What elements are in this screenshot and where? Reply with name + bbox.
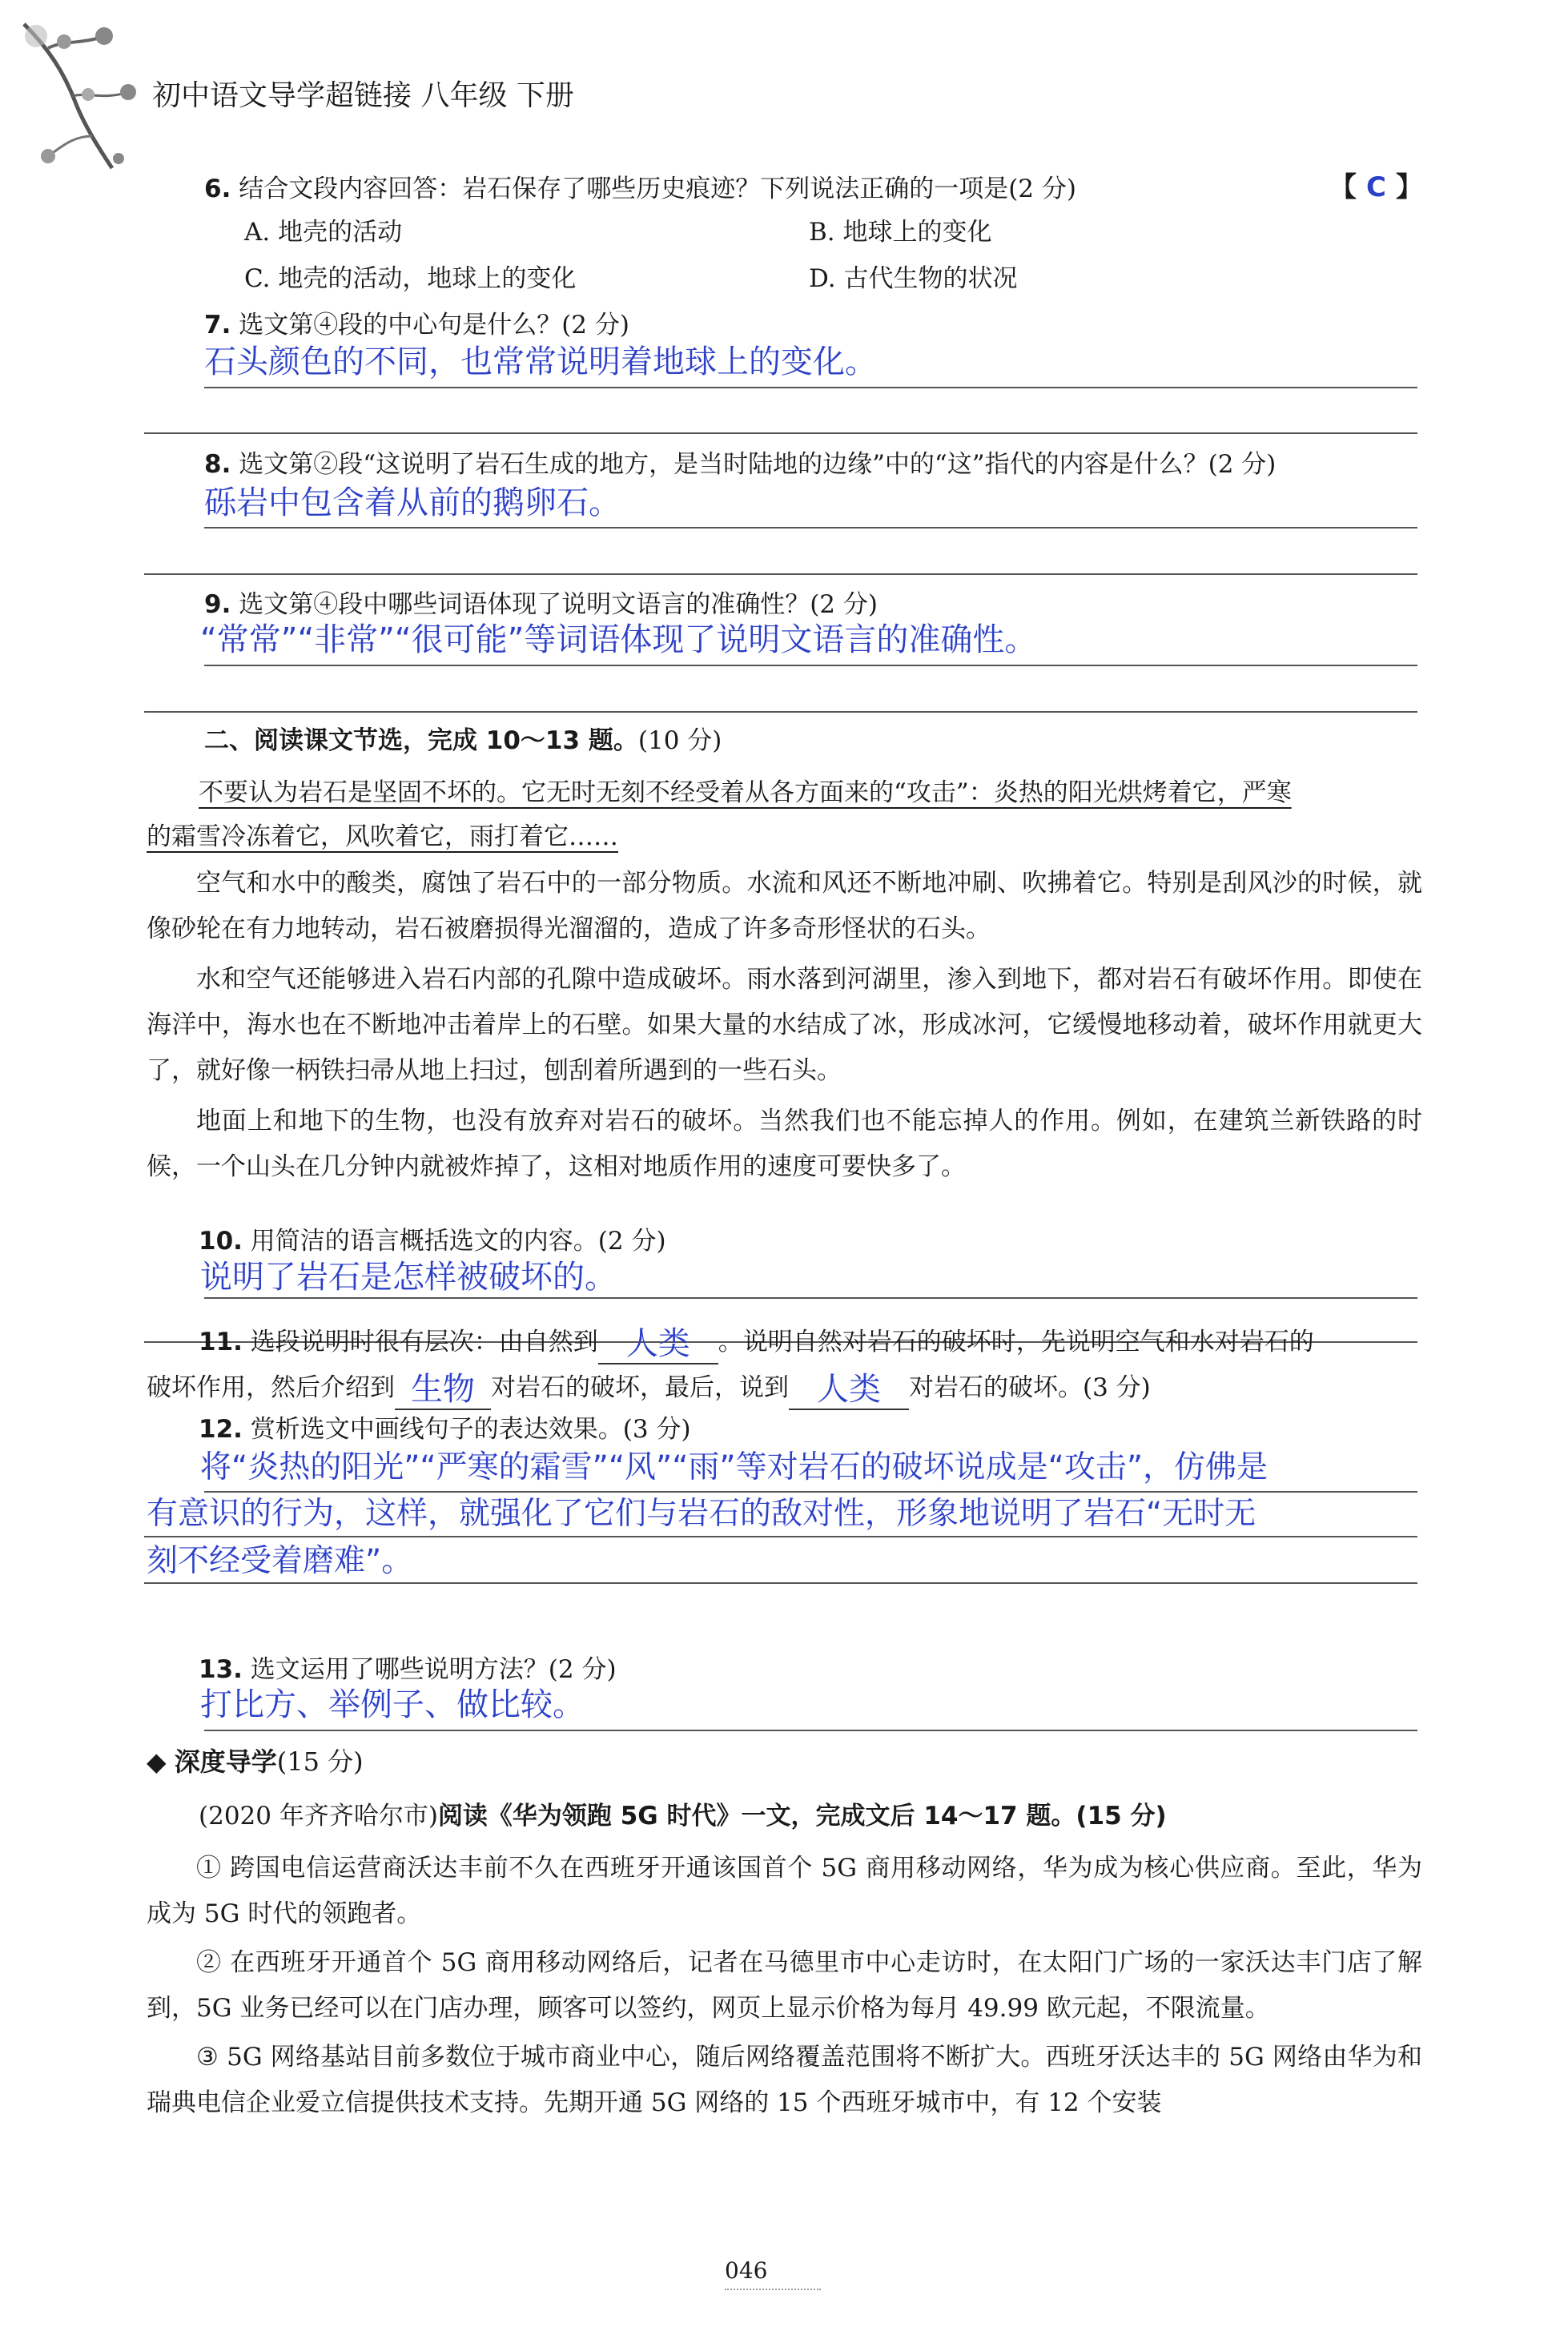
passage-paragraph: 地面上和地下的生物，也没有放弃对岩石的破坏。当然我们也不能忘掉人的作用。例如，在建筑兰新铁路的时候，一个山头在几分钟内就被炸掉了，这相对地质作用的速度可要快多了。 — [147, 1107, 1422, 1181]
question-text: 赏析选文中画线句子的表达效果。(3 分) — [250, 1415, 691, 1444]
question-number: 8. — [204, 450, 231, 479]
question-text: 选文第④段中哪些词语体现了说明文语言的准确性？(2 分) — [239, 590, 878, 619]
answer-line — [144, 1536, 1417, 1537]
question-13 — [199, 1654, 617, 1686]
article-paragraph: ① 跨国电信运营商沃达丰前不久在西班牙开通该国首个 5G 商用移动网络，华为成为核心供应商。至此，华为成为 5G 时代的领跑者。 — [147, 1854, 1422, 1928]
answer-line — [144, 432, 1417, 434]
bracket-close: 】 — [1395, 171, 1423, 203]
answer-12-line-2: 有意识的行为，这样，就强化了它们与岩石的敌对性，形象地说明了岩石“无时无 — [147, 1496, 1256, 1532]
article-paragraphs — [147, 1846, 1422, 2126]
question-text: 选文第④段的中心句是什么？(2 分) — [239, 311, 629, 340]
answer-12-line-3: 刻不经受着磨难”。 — [147, 1543, 413, 1579]
answer-7: 石头颜色的不同，也常常说明着地球上的变化。 — [204, 344, 877, 380]
answer-8: 砾岩中包含着从前的鹅卵石。 — [204, 484, 621, 521]
section-score: (15 分) — [276, 1746, 364, 1777]
page-number: 046 — [725, 2257, 768, 2284]
page-header-title: 初中语文导学超链接 八年级 下册 — [152, 79, 574, 112]
option-a: A. 地壳的活动 — [244, 218, 403, 247]
deep-guide-heading — [147, 1744, 364, 1779]
article-instruction: 阅读《华为领跑 5G 时代》一文，完成文后 14～17 题。(15 分) — [437, 1802, 1167, 1831]
section-title: 深度导学 — [174, 1746, 277, 1777]
blank-answer: 生物 — [411, 1371, 475, 1408]
question-9 — [204, 589, 878, 621]
answer-line — [204, 387, 1417, 388]
question-text: 选段说明时很有层次：由自然到 — [250, 1328, 598, 1356]
question-6 — [204, 173, 1076, 205]
choice-answer: C — [1366, 171, 1386, 203]
fill-blank-1[interactable] — [598, 1324, 718, 1364]
answer-line — [144, 573, 1417, 575]
question-text: 结合文段内容回答：岩石保存了哪些历史痕迹？下列说法正确的一项是(2 分) — [239, 175, 1076, 203]
section-title: 二、阅读课文节选，完成 10～13 题。 — [204, 726, 638, 755]
question-text: 对岩石的破坏。(3 分) — [909, 1373, 1151, 1402]
question-text: 选文第②段“这说明了岩石生成的地方，是当时陆地的边缘”中的“这”指代的内容是什么？(2 分) — [239, 450, 1277, 479]
diamond-icon: ◆ — [147, 1746, 167, 1777]
answer-12-line-1: 将“炎热的阳光”“严寒的霜雪”“风”“雨”等对岩石的破坏说成是“攻击”，仿佛是 — [200, 1449, 1268, 1485]
answer-line — [204, 1297, 1417, 1299]
answer-line — [204, 527, 1417, 528]
answer-line — [204, 1491, 1417, 1493]
blank-answer: 人类 — [625, 1325, 690, 1362]
answer-10: 说明了岩石是怎样被破坏的。 — [200, 1259, 617, 1296]
article-paragraph: ② 在西班牙开通首个 5G 商用移动网络后，记者在马德里市中心走访时，在太阳门广场的一家沃达丰门店了解到，5G 业务已经可以在门店办理，顾客可以签约，网页上显示价格为每月 49.99 欧元起，不限流量。 — [147, 1948, 1422, 2023]
question-number: 6. — [204, 175, 231, 203]
question-number: 7. — [204, 311, 231, 340]
underlined-sentence-line-1: 不要认为岩石是坚固不坏的。它无时无刻不经受着从各方面来的“攻击”：炎热的阳光烘烤着它，严寒 — [199, 778, 1292, 807]
question-number: 9. — [204, 590, 231, 619]
passage-paragraphs — [147, 861, 1422, 1190]
answer-9: “常常”“非常”“很可能”等词语体现了说明文语言的准确性。 — [200, 621, 1037, 658]
question-10 — [199, 1225, 666, 1257]
question-7 — [204, 309, 629, 341]
question-number: 13. — [199, 1655, 243, 1684]
plum-blossom-decoration — [16, 16, 152, 176]
fill-blank-2[interactable] — [395, 1370, 491, 1410]
option-b: B. 地球上的变化 — [809, 218, 992, 247]
article-paragraph: ③ 5G 网络基站目前多数位于城市商业中心，随后网络覆盖范围将不断扩大。西班牙沃达丰的 5G 网络由华为和瑞典电信企业爱立信提供技术支持。先期开通 5G 网络的 15 个西班牙城市中，有 12 个安装 — [147, 2043, 1422, 2117]
question-8 — [204, 448, 1276, 480]
question-text: 选文运用了哪些说明方法？(2 分) — [250, 1655, 617, 1684]
passage-paragraph: 空气和水中的酸类，腐蚀了岩石中的一部分物质。水流和风还不断地冲刷、吹拂着它。特别是刮风沙的时候，就像砂轮在有力地转动，岩石被磨损得光溜溜的，造成了许多奇形怪状的石头。 — [147, 869, 1422, 943]
underlined-sentence-line-2: 的霜雪冷冻着它，风吹着它，雨打着它…… — [147, 822, 618, 851]
question-number: 11. — [199, 1328, 243, 1356]
answer-line — [204, 1730, 1417, 1731]
blank-answer: 人类 — [817, 1371, 881, 1408]
question-number: 12. — [199, 1415, 243, 1444]
section-score: (10 分) — [637, 726, 722, 755]
answer-13: 打比方、举例子、做比较。 — [200, 1686, 585, 1723]
question-text: 用简洁的语言概括选文的内容。(2 分) — [250, 1227, 666, 1256]
question-12 — [199, 1413, 691, 1445]
answer-bracket — [1329, 170, 1423, 205]
answer-line — [144, 711, 1417, 713]
passage-paragraph: 水和空气还能够进入岩石内部的孔隙中造成破坏。雨水落到河湖里，渗入到地下，都对岩石有破坏作用。即使在海洋中，海水也在不断地冲击着岸上的石壁。如果大量的水结成了冰，形成冰河，它缓慢地移动着，破坏作用就更大了，就好像一柄铁扫帚从地上扫过，刨刮着所遇到的一些石头。 — [147, 965, 1422, 1085]
bracket-open: 【 — [1329, 171, 1357, 203]
fill-blank-3[interactable] — [789, 1370, 909, 1410]
answer-line — [144, 1582, 1417, 1584]
option-d: D. 古代生物的状况 — [809, 264, 1018, 293]
article-source: (2020 年齐齐哈尔市) — [199, 1802, 438, 1831]
question-text: 。说明自然对岩石的破坏时，先说明空气和水对岩石的 — [718, 1328, 1314, 1356]
question-text: 破坏作用，然后介绍到 — [147, 1373, 395, 1402]
question-text: 对岩石的破坏，最后，说到 — [491, 1373, 789, 1402]
article-intro — [199, 1800, 1167, 1832]
answer-line — [204, 665, 1417, 666]
question-11-line-2 — [147, 1365, 1151, 1410]
question-11-line-1 — [199, 1320, 1314, 1364]
question-number: 10. — [199, 1227, 243, 1256]
footer-dotted-line — [725, 2289, 821, 2290]
option-c: C. 地壳的活动，地球上的变化 — [244, 264, 577, 293]
section-2-heading — [204, 725, 722, 757]
